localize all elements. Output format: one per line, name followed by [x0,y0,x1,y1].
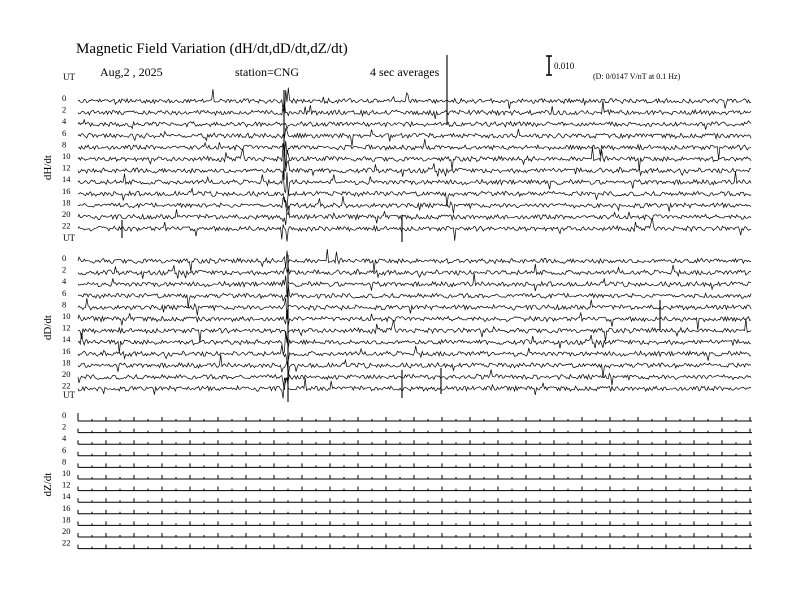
hour-label: 4 [62,276,67,287]
trace-dH-dt-12 [78,161,751,177]
trace-dH-dt-2 [78,101,751,119]
hour-label: 4 [62,433,67,444]
trace-dD-dt-20 [78,370,751,390]
trace-dZ-dt-12 [78,487,752,491]
hour-label: 18 [62,357,71,368]
hour-label: 12 [62,479,71,490]
chart-title: Magnetic Field Variation (dH/dt,dD/dt,dZ/dt) [76,41,348,57]
ylabel-2: dZ/dt [42,472,54,497]
panel-dH-dt [42,55,751,242]
hour-label: 10 [62,311,71,321]
averaging-label: 4 sec averages [370,65,440,79]
trace-dZ-dt-4 [78,440,752,444]
hour-label: 10 [62,151,71,161]
trace-dD-dt-16 [78,345,751,362]
trace-dH-dt-6 [78,129,751,147]
hour-label: 6 [62,127,67,138]
panel-dD-dt [42,233,751,402]
hour-label: 2 [62,421,67,432]
station-label: station=CNG [235,65,300,79]
trace-dZ-dt-6 [78,452,752,456]
hour-label: 14 [62,174,71,185]
hour-label: 18 [62,197,71,208]
hour-label: 16 [62,185,71,196]
hour-label: 22 [62,220,71,231]
hour-label: 8 [62,139,67,150]
ylabel-0: dH/dt [42,155,54,181]
trace-dD-dt-0 [78,249,751,272]
hour-label: 16 [62,502,71,513]
trace-dZ-dt-8 [78,463,752,467]
hour-label: 0 [62,93,67,103]
trace-dH-dt-0 [78,88,751,114]
trace-dD-dt-2 [78,264,751,279]
trace-dZ-dt-10 [78,475,752,479]
trace-dD-dt-6 [78,286,751,309]
hour-label: 0 [62,253,67,263]
trace-dZ-dt-14 [78,498,752,502]
date-label: Aug,2 , 2025 [100,65,163,79]
trace-dZ-dt-2 [78,429,752,433]
ylabel-1: dD/dt [42,315,54,341]
trace-dH-dt-20 [78,206,751,225]
hour-label: 6 [62,444,67,455]
hour-label: 14 [62,491,71,502]
trace-dZ-dt-18 [78,521,752,525]
hour-label: 12 [62,162,71,173]
hour-label: 14 [62,334,71,345]
hour-label: 16 [62,345,71,356]
hour-label: 8 [62,456,67,467]
trace-dH-dt-18 [78,196,751,215]
trace-dD-dt-8 [78,298,751,319]
hour-label: 20 [62,369,71,379]
scale-bar [546,56,552,75]
hour-label: 18 [62,514,71,525]
trace-dD-dt-4 [78,273,751,296]
hour-label: 0 [62,410,67,420]
scale-bar-value: 0.010 [554,61,575,71]
ut-label: UT [63,390,75,400]
hour-label: 8 [62,299,67,310]
trace-dD-dt-18 [78,355,751,378]
hour-label: 22 [62,537,71,548]
trace-dD-dt-10 [78,310,751,330]
trace-dZ-dt-22 [78,545,752,549]
trace-dH-dt-8 [78,139,751,160]
trace-dH-dt-4 [78,120,751,130]
hour-label: 22 [62,380,71,391]
hour-label: 20 [62,209,71,219]
ut-label: UT [63,72,75,82]
hour-label: 10 [62,468,71,478]
scale-note: (D: 0/0147 V/nT at 0.1 Hz) [593,72,681,81]
trace-dZ-dt-16 [78,510,752,514]
ut-label: UT [63,233,75,243]
trace-dD-dt-12 [78,319,751,343]
trace-dZ-dt-20 [78,533,752,537]
hour-label: 2 [62,104,67,115]
panel-dZ-dt [42,390,752,549]
hour-label: 4 [62,116,67,127]
hour-label: 6 [62,287,67,298]
trace-dD-dt-22 [78,377,751,398]
hour-label: 12 [62,322,71,333]
trace-dH-dt-22 [78,218,751,242]
hour-label: 20 [62,526,71,536]
trace-dZ-dt-0 [78,413,752,421]
hour-label: 2 [62,264,67,275]
